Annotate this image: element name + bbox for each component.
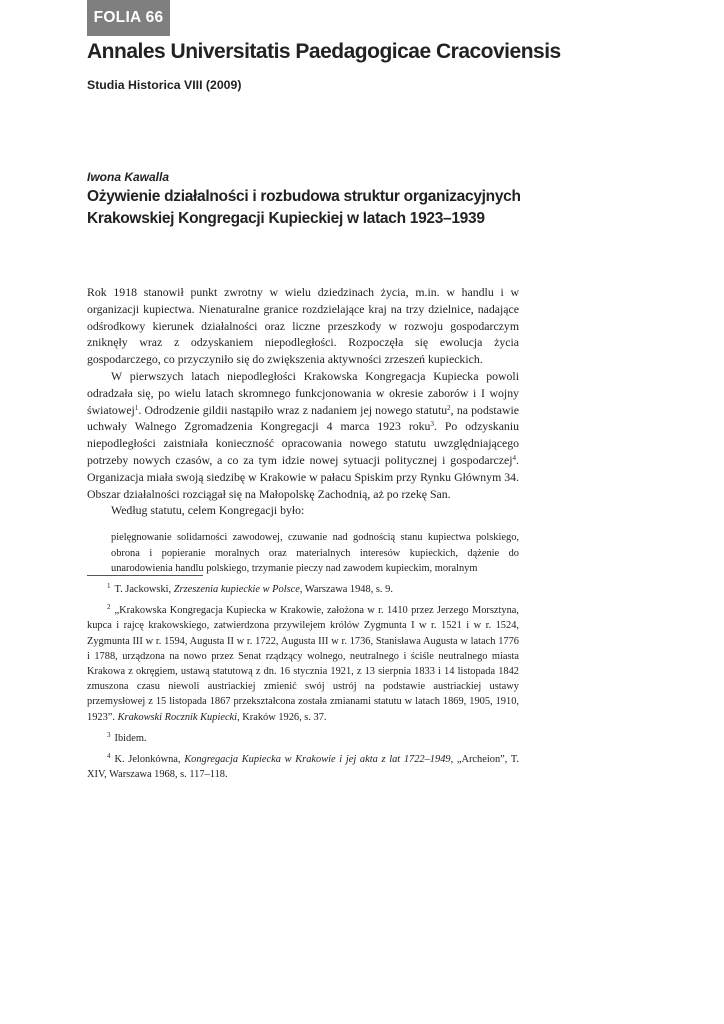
paragraph-2-text-e: . Organizacja miała swoją siedzibę w Krakowie w pałacu Spiskim przy Rynku Głównym 34. Obszar działalności rozciągał się na Małopolskę Zachodnią, aż po rzekę San. (87, 452, 519, 501)
footnote-ref-1[interactable]: 1 (134, 403, 139, 412)
paragraph-3: Według statutu, celem Kongregacji było: (111, 503, 305, 518)
footnote-2-text-a: „Krakowska Kongregacja Kupiecka w Krakowie, założona w r. 1410 przez Jerzego Morsztyna, kupca i rajcę krakowskiego, zatwierdzona przywilejem królów Zygmunta I w r. 1521 i w r. 1524, Zygmunta III w r. 1594, Augusta II w r. 1722, Augusta III w r. 1736, Stanisława Augusta w latach 1776 i 1788, urządzona na nowo przez Senat rządzący wolnego, neutralnego i ściśle neutralnego miasta Krakowa z okręgiem, ustawą statutową z dn. 16 stycznia 1921, z 13 sierpnia 1833 i 14 listopada 1842 zmuszona czasu niewoli austriackiej zmienić swój ustrój na podstawie austriackiej ustawy przemysłowej z 15 listopada 1867 przekształcona została zmianami statutu w latach 1869, 1905, 1910, 1923”. (87, 605, 519, 723)
footnote-1-text-a: T. Jackowski, (114, 584, 174, 595)
footnote-1-title: Zrzeszenia kupieckie w Polsce (173, 584, 300, 595)
block-quote (111, 530, 519, 577)
article-body (87, 284, 519, 519)
footnote-1-text-b: , Warszawa 1948, s. 9. (299, 584, 393, 595)
paragraph-2-text-a: W pierwszych latach niepodległości Krakowska Kongregacja Kupiecka powoli odradzała się, po wielu latach skromnego funkcjonowania w okresie zaborów i I wojny światowej (87, 368, 519, 417)
footnote-4-text-a: K. Jelonkówna, (114, 754, 185, 766)
footnote-1 (87, 579, 519, 597)
footnote-4 (87, 749, 519, 782)
footnote-2-number: 2 (107, 603, 111, 612)
paragraph-2 (87, 368, 519, 502)
article-title (87, 186, 607, 230)
article-author: Iwona Kawalla (87, 170, 170, 184)
series-title: Studia Historica VIII (2009) (87, 78, 242, 92)
article-title-line-1: Ożywienie działalności i rozbudowa struktur organizacyjnych (87, 188, 521, 205)
paragraph-2-text-d: . Po odzyskaniu niepodległości zaistniała konieczność opracowania nowego statutu uwzględniającego potrzeby nowych czasów, a co za tym idzie nowej sytuacji politycznej i gospodarczej (87, 419, 520, 467)
paragraph-1: Rok 1918 stanowił punkt zwrotny w wielu dziedzinach życia, m.in. w handlu i w organizacji kupiectwa. Nienaturalne granice rozdzielające kraj na trzy dzielnice, nadające odśrodkowy kierunek działalności oraz liczne przeszkody w rozwoju gospodarczym zniknęły wraz z odzyskaniem niepodległości. Rozpoczęła się ewolucja życia gospodarczego, co przyczyniło się do zwiększenia aktywności zrzeszeń kupieckich. (87, 285, 519, 367)
footnote-2 (87, 600, 519, 725)
folia-badge: FOLIA 66 (87, 0, 170, 36)
footnote-divider (87, 575, 203, 576)
footnote-3-text: Ibidem. (114, 732, 147, 744)
footnote-4-text-b: , „Archeion”, T. XIV, Warszawa 1968, s. 117–118. (87, 754, 519, 781)
footnote-2-text-b: , Kraków 1926, s. 37. (237, 711, 327, 723)
footnote-3 (87, 728, 519, 746)
footnote-ref-4[interactable]: 4 (512, 453, 517, 462)
block-quote-text: pielęgnowanie solidarności zawodowej, czuwanie nad godnością stanu kupiectwa polskiego, obrona i popieranie moralnych oraz materialnych interesów kupieckich, dążenie do unarodowienia handlu polskiego, trzymanie pieczy nad zawodem kupieckim, moralnym (111, 532, 519, 574)
footnote-2-title: Krakowski Rocznik Kupiecki (117, 711, 238, 723)
footnote-4-title: Kongregacja Kupiecka w Krakowie i jej akta z lat 1722–1949 (184, 754, 451, 766)
footnote-1-number: 1 (107, 582, 111, 590)
paragraph-2-text-b: . Odrodzenie gildii nastąpiło wraz z nadaniem jej nowego statutu (138, 402, 448, 417)
article-title-line-2: Krakowskiej Kongregacji Kupieckiej w latach 1923–1939 (87, 210, 485, 227)
paragraph-2-text-c: , na podstawie uchwały Walnego Zgromadzenia Kongregacji 4 marca 1923 roku (87, 402, 519, 434)
footnotes (87, 579, 519, 785)
journal-title: Annales Universitatis Paedagogicae Cracoviensis (87, 40, 561, 63)
footnote-ref-3[interactable]: 3 (430, 420, 434, 429)
footnote-4-number: 4 (107, 752, 111, 761)
footnote-3-number: 3 (107, 730, 111, 739)
footnote-ref-2[interactable]: 2 (447, 403, 451, 412)
